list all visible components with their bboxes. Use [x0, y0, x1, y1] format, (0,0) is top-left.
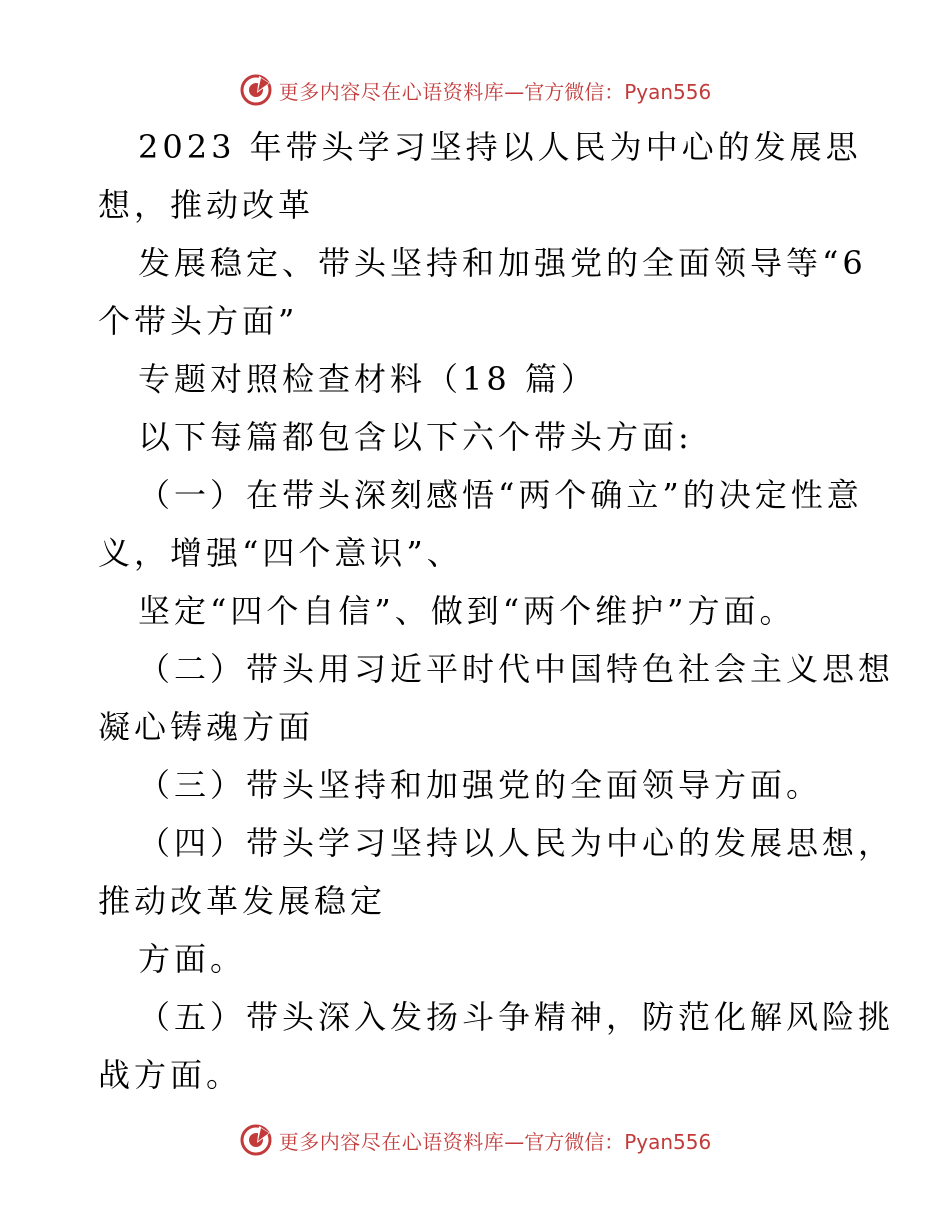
text-line: （一）在带头深刻感悟“两个确立”的决定性意: [138, 476, 863, 514]
text-line: 方面。: [138, 940, 247, 978]
text-line: （四）带头学习坚持以人民为中心的发展思想，: [138, 824, 895, 862]
text-line: 以下每篇都包含以下六个带头方面:: [138, 418, 693, 456]
pen-logo-icon: [239, 1123, 273, 1157]
text-line: 2023 年带头学习坚持以人民为中心的发展思: [138, 128, 862, 166]
watermark-text: 更多内容尽在心语资料库: [278, 1129, 505, 1154]
text-line: 个带头方面”: [98, 302, 299, 340]
text-line: 义，增强“四个意识”、: [98, 534, 463, 572]
text-line: 坚定“四个自信”、做到“两个维护”方面。: [138, 592, 796, 630]
text-line: （三）带头坚持和加强党的全面领导方面。: [138, 766, 823, 804]
text-line: （五）带头深入发扬斗争精神，防范化解风险挑: [138, 998, 895, 1036]
watermark-contact: —官方微信：Pyan556: [504, 79, 712, 104]
document-body: [98, 118, 895, 1104]
text-line: 发展稳定、带头坚持和加强党的全面领导等“6: [138, 244, 867, 282]
footer-watermark: [0, 1120, 950, 1160]
header-watermark: [0, 70, 950, 110]
text-line: 想，推动改革: [98, 186, 315, 224]
text-line: 凝心铸魂方面: [98, 708, 315, 746]
text-line: 推动改革发展稳定: [98, 882, 387, 920]
text-line: （二）带头用习近平时代中国特色社会主义思想: [138, 650, 895, 688]
pen-logo-icon: [239, 73, 273, 107]
watermark-text: 更多内容尽在心语资料库: [278, 79, 505, 104]
text-line: 专题对照检查材料（18 篇）: [138, 360, 597, 398]
watermark-contact: —官方微信：Pyan556: [504, 1129, 712, 1154]
text-line: 战方面。: [98, 1056, 243, 1094]
